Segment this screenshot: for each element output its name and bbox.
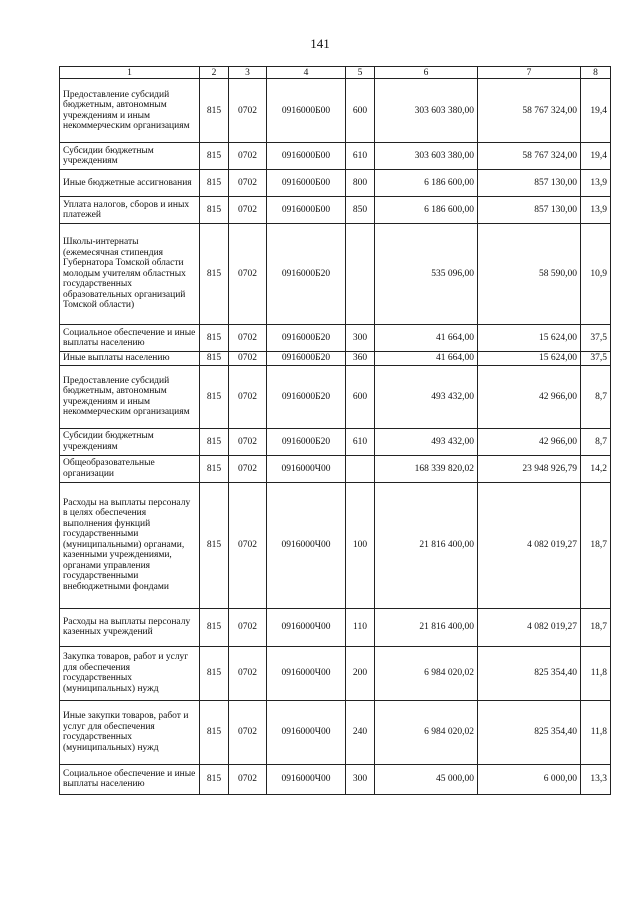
table-row <box>60 224 611 325</box>
cell-target: 0916000Ч00 <box>267 646 346 700</box>
cell-actual: 42 966,00 <box>478 365 581 428</box>
table-row <box>60 365 611 428</box>
header-cell: 1 <box>60 67 200 79</box>
cell-type <box>346 224 375 325</box>
row-name: Расходы на выплаты персоналу в целях обеспечения выполнения функций государственными (муниципальными) органами, казенными учреждениями, органами управления государственными внебюджетными фондами <box>60 482 200 608</box>
cell-type: 200 <box>346 646 375 700</box>
table-row <box>60 170 611 197</box>
cell-percent: 11,8 <box>581 700 611 764</box>
header-cell: 8 <box>581 67 611 79</box>
cell-type: 610 <box>346 143 375 170</box>
row-name: Иные бюджетные ассигнования <box>60 170 200 197</box>
cell-percent: 11,8 <box>581 646 611 700</box>
header-cell: 3 <box>229 67 267 79</box>
cell-actual: 58 590,00 <box>478 224 581 325</box>
table-row <box>60 143 611 170</box>
cell-target: 0916000Б00 <box>267 143 346 170</box>
cell-plan: 168 339 820,02 <box>375 455 478 482</box>
row-name: Расходы на выплаты персоналу казенных учреждений <box>60 608 200 646</box>
cell-ved: 815 <box>200 608 229 646</box>
cell-ved: 815 <box>200 325 229 352</box>
cell-actual: 4 082 019,27 <box>478 608 581 646</box>
cell-target: 0916000Ч00 <box>267 700 346 764</box>
cell-percent: 13,9 <box>581 197 611 224</box>
table-row <box>60 352 611 366</box>
cell-ved: 815 <box>200 428 229 455</box>
cell-actual: 58 767 324,00 <box>478 79 581 143</box>
cell-section: 0702 <box>229 428 267 455</box>
cell-type: 240 <box>346 700 375 764</box>
cell-percent: 13,3 <box>581 764 611 794</box>
cell-ved: 815 <box>200 482 229 608</box>
cell-actual: 6 000,00 <box>478 764 581 794</box>
cell-section: 0702 <box>229 365 267 428</box>
cell-target: 0916000Ч00 <box>267 455 346 482</box>
header-row <box>60 67 611 79</box>
cell-type: 300 <box>346 325 375 352</box>
table-row <box>60 646 611 700</box>
cell-ved: 815 <box>200 224 229 325</box>
row-name: Общеобразовательные организации <box>60 455 200 482</box>
table-row <box>60 197 611 224</box>
cell-ved: 815 <box>200 455 229 482</box>
cell-actual: 23 948 926,79 <box>478 455 581 482</box>
cell-actual: 4 082 019,27 <box>478 482 581 608</box>
cell-type: 100 <box>346 482 375 608</box>
row-name: Предоставление субсидий бюджетным, автономным учреждениям и иным некоммерческим организациям <box>60 365 200 428</box>
cell-plan: 6 984 020,02 <box>375 700 478 764</box>
cell-percent: 19,4 <box>581 143 611 170</box>
cell-actual: 825 354,40 <box>478 700 581 764</box>
cell-type: 800 <box>346 170 375 197</box>
cell-type: 300 <box>346 764 375 794</box>
header-cell: 6 <box>375 67 478 79</box>
cell-section: 0702 <box>229 325 267 352</box>
cell-target: 0916000Ч00 <box>267 608 346 646</box>
table-row <box>60 455 611 482</box>
cell-actual: 15 624,00 <box>478 325 581 352</box>
cell-ved: 815 <box>200 764 229 794</box>
row-name: Школы-интернаты (ежемесячная стипендия Губернатора Томской области молодым учителям областных государственных образовательных организаций Томской области) <box>60 224 200 325</box>
cell-percent: 18,7 <box>581 482 611 608</box>
table-row <box>60 608 611 646</box>
row-name: Социальное обеспечение и иные выплаты населению <box>60 325 200 352</box>
budget-table <box>59 66 611 795</box>
cell-target: 0916000Б20 <box>267 365 346 428</box>
cell-section: 0702 <box>229 700 267 764</box>
cell-section: 0702 <box>229 764 267 794</box>
cell-percent: 10,9 <box>581 224 611 325</box>
cell-section: 0702 <box>229 197 267 224</box>
table-row <box>60 764 611 794</box>
cell-target: 0916000Б20 <box>267 224 346 325</box>
cell-ved: 815 <box>200 365 229 428</box>
page-number: 141 <box>310 36 330 51</box>
cell-actual: 42 966,00 <box>478 428 581 455</box>
row-name: Субсидии бюджетным учреждениям <box>60 428 200 455</box>
cell-target: 0916000Б00 <box>267 197 346 224</box>
cell-section: 0702 <box>229 646 267 700</box>
cell-target: 0916000Б00 <box>267 79 346 143</box>
cell-plan: 6 186 600,00 <box>375 197 478 224</box>
cell-target: 0916000Ч00 <box>267 764 346 794</box>
cell-section: 0702 <box>229 608 267 646</box>
cell-ved: 815 <box>200 646 229 700</box>
row-name: Предоставление субсидий бюджетным, автономным учреждениям и иным некоммерческим организациям <box>60 79 200 143</box>
cell-type: 850 <box>346 197 375 224</box>
cell-ved: 815 <box>200 143 229 170</box>
table-row <box>60 428 611 455</box>
cell-ved: 815 <box>200 700 229 764</box>
cell-percent: 13,9 <box>581 170 611 197</box>
cell-plan: 493 432,00 <box>375 365 478 428</box>
cell-actual: 58 767 324,00 <box>478 143 581 170</box>
cell-plan: 41 664,00 <box>375 325 478 352</box>
row-name: Иные выплаты населению <box>60 352 200 366</box>
cell-section: 0702 <box>229 79 267 143</box>
cell-percent: 37,5 <box>581 352 611 366</box>
table-row <box>60 79 611 143</box>
cell-section: 0702 <box>229 170 267 197</box>
cell-percent: 8,7 <box>581 365 611 428</box>
cell-plan: 303 603 380,00 <box>375 79 478 143</box>
cell-target: 0916000Б20 <box>267 352 346 366</box>
cell-plan: 21 816 400,00 <box>375 608 478 646</box>
cell-ved: 815 <box>200 197 229 224</box>
cell-percent: 14,2 <box>581 455 611 482</box>
cell-plan: 6 186 600,00 <box>375 170 478 197</box>
cell-plan: 6 984 020,02 <box>375 646 478 700</box>
row-name: Закупка товаров, работ и услуг для обеспечения государственных (муниципальных) нужд <box>60 646 200 700</box>
cell-plan: 535 096,00 <box>375 224 478 325</box>
row-name: Иные закупки товаров, работ и услуг для обеспечения государственных (муниципальных) нужд <box>60 700 200 764</box>
cell-plan: 21 816 400,00 <box>375 482 478 608</box>
cell-ved: 815 <box>200 352 229 366</box>
table-row <box>60 700 611 764</box>
table-row <box>60 325 611 352</box>
cell-target: 0916000Б20 <box>267 325 346 352</box>
cell-actual: 15 624,00 <box>478 352 581 366</box>
header-cell: 4 <box>267 67 346 79</box>
cell-type: 360 <box>346 352 375 366</box>
cell-plan: 45 000,00 <box>375 764 478 794</box>
cell-plan: 303 603 380,00 <box>375 143 478 170</box>
cell-type: 610 <box>346 428 375 455</box>
cell-section: 0702 <box>229 482 267 608</box>
cell-target: 0916000Ч00 <box>267 482 346 608</box>
cell-percent: 18,7 <box>581 608 611 646</box>
cell-percent: 8,7 <box>581 428 611 455</box>
cell-type: 110 <box>346 608 375 646</box>
cell-actual: 857 130,00 <box>478 170 581 197</box>
cell-plan: 493 432,00 <box>375 428 478 455</box>
cell-target: 0916000Б20 <box>267 428 346 455</box>
row-name: Уплата налогов, сборов и иных платежей <box>60 197 200 224</box>
cell-section: 0702 <box>229 143 267 170</box>
cell-percent: 37,5 <box>581 325 611 352</box>
cell-plan: 41 664,00 <box>375 352 478 366</box>
cell-section: 0702 <box>229 455 267 482</box>
row-name: Субсидии бюджетным учреждениям <box>60 143 200 170</box>
header-cell: 5 <box>346 67 375 79</box>
cell-type: 600 <box>346 79 375 143</box>
cell-section: 0702 <box>229 224 267 325</box>
header-cell: 2 <box>200 67 229 79</box>
cell-target: 0916000Б00 <box>267 170 346 197</box>
cell-type <box>346 455 375 482</box>
cell-ved: 815 <box>200 79 229 143</box>
cell-type: 600 <box>346 365 375 428</box>
cell-actual: 857 130,00 <box>478 197 581 224</box>
cell-percent: 19,4 <box>581 79 611 143</box>
cell-section: 0702 <box>229 352 267 366</box>
row-name: Социальное обеспечение и иные выплаты населению <box>60 764 200 794</box>
cell-actual: 825 354,40 <box>478 646 581 700</box>
header-cell: 7 <box>478 67 581 79</box>
cell-ved: 815 <box>200 170 229 197</box>
table-row <box>60 482 611 608</box>
